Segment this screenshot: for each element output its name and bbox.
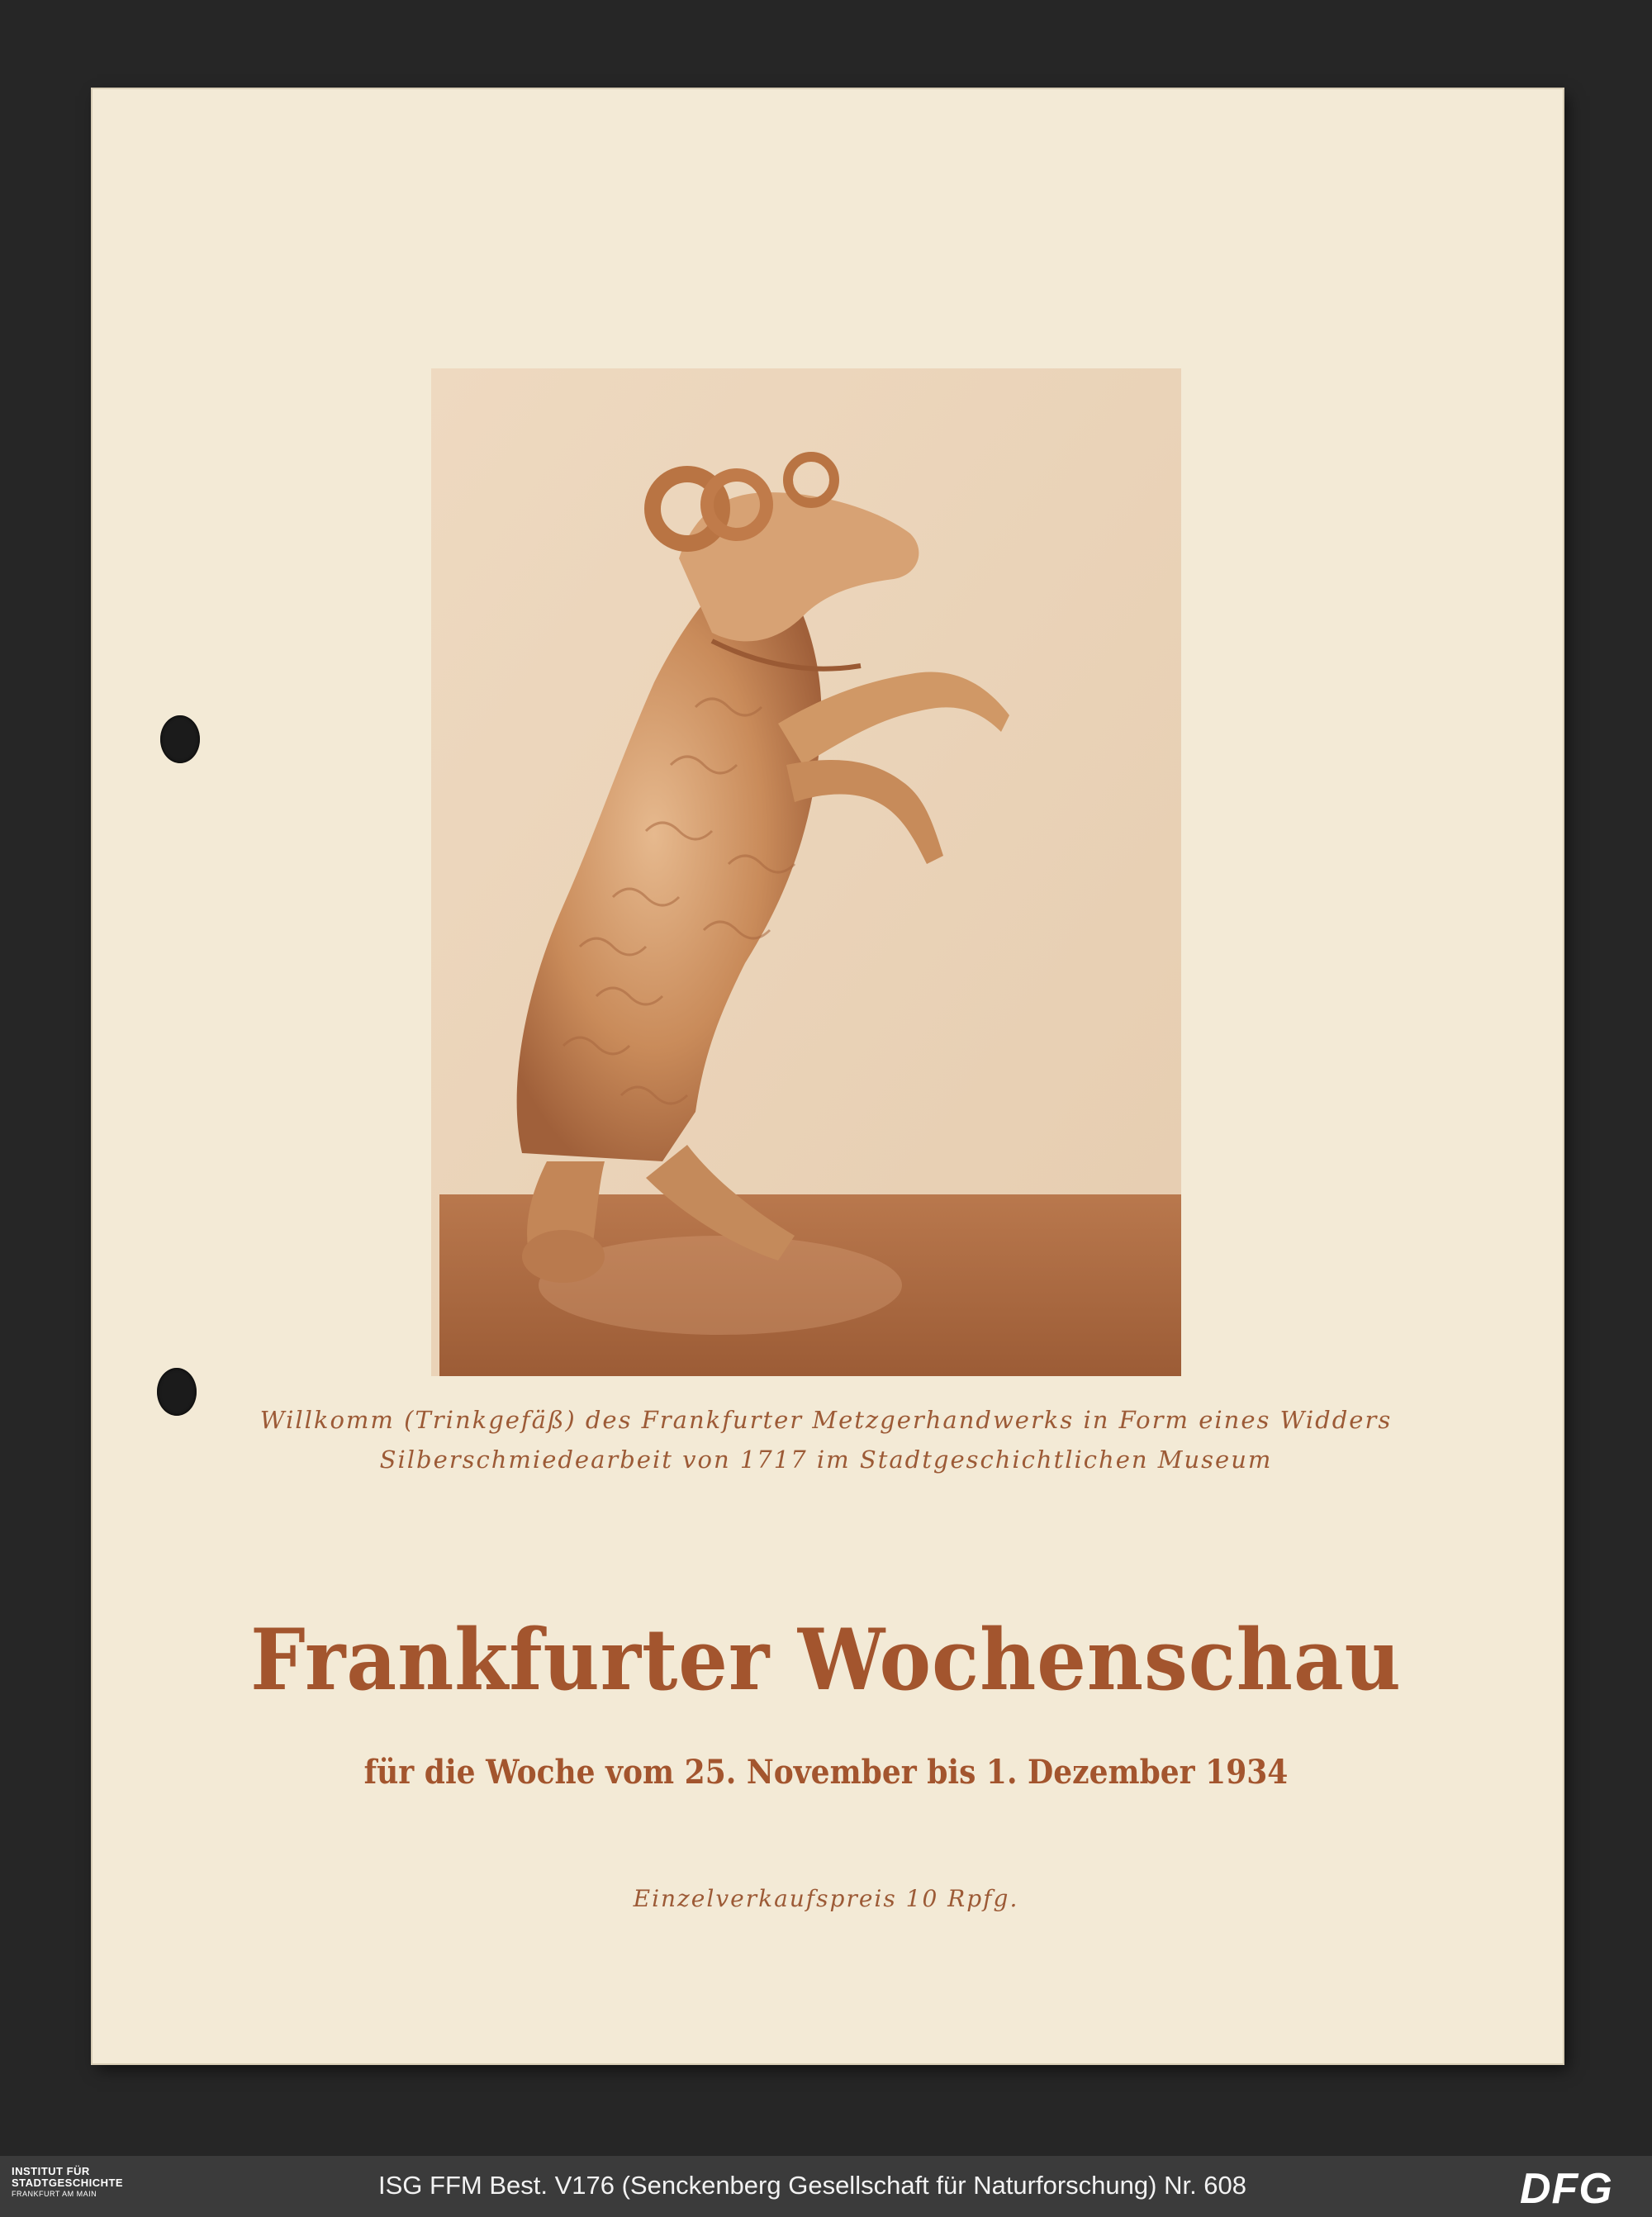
institution-logo (12, 2166, 169, 2199)
punch-hole (160, 715, 200, 763)
dfg-logo: DFG (1520, 2165, 1613, 2213)
institution-line-2: STADTGESCHICHTE (12, 2177, 124, 2189)
institution-line-1: INSTITUT FÜR (12, 2165, 90, 2177)
archive-footer-bar (0, 2156, 1652, 2217)
institution-line-3: FRANKFURT AM MAIN (12, 2190, 97, 2198)
archive-signature: ISG FFM Best. V176 (Senckenberg Gesellschaft für Naturforschung) Nr. 608 (378, 2171, 1247, 2200)
photo-caption-line-2: Silberschmiedearbeit von 1717 im Stadtgeschichtlichen Museum (379, 1446, 1273, 1474)
ram-sculpture-photo (431, 368, 1181, 1376)
price-label: Einzelverkaufspreis 10 Rpfg. (633, 1885, 1019, 1912)
date-range-subtitle: für die Woche vom 25. November bis 1. Dezember 1934 (363, 1753, 1289, 1792)
page-title: Frankfurter Wochenschau (250, 1611, 1402, 1710)
photo-caption-line-1: Willkomm (Trinkgefäß) des Frankfurter Metzgerhandwerks in Form eines Widders (259, 1406, 1393, 1434)
